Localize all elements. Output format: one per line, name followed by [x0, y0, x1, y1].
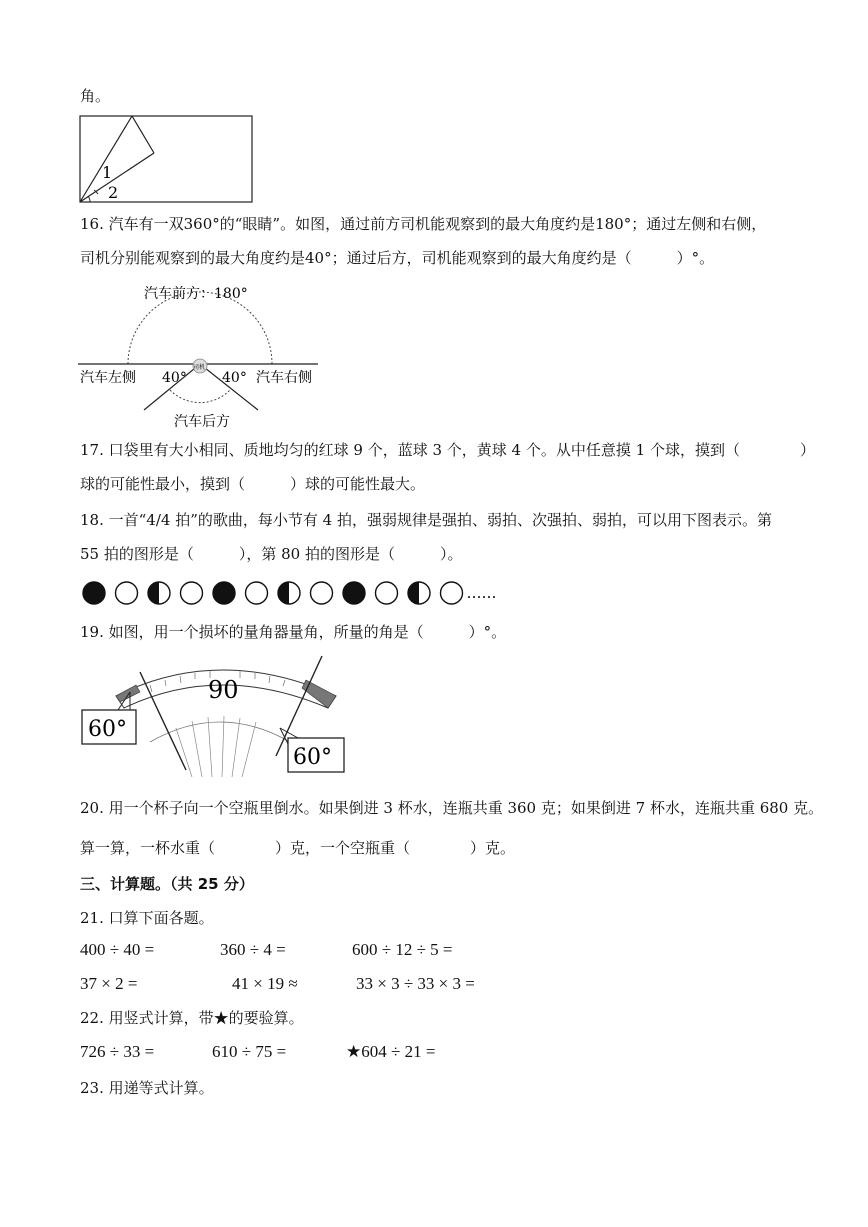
- q21-r1-c1: 400 ÷ 40 =: [80, 940, 155, 959]
- right-side-label: 汽车右侧: [256, 370, 312, 386]
- q19-protractor-figure: [80, 652, 360, 777]
- beat-half-circle-icon: [408, 582, 430, 604]
- beat-full-circle-icon: [83, 582, 105, 604]
- angle-2-label: 2: [108, 183, 119, 202]
- beat-empty-circle-icon: [246, 582, 268, 604]
- back-label: 汽车后方: [174, 414, 230, 430]
- q17-line1: 17. 口袋里有大小相同、质地均匀的红球 9 个，蓝球 3 个，黄球 4 个。从中任意摸 1 个球，摸到（ ）: [80, 441, 815, 459]
- left-side-label: 汽车左侧: [80, 370, 136, 386]
- q20-line2: 算一算，一杯水重（ ）克，一个空瓶重（ ）克。: [80, 839, 516, 857]
- left-angle-label: 40°: [162, 370, 187, 386]
- beat-pattern: [80, 578, 520, 608]
- q20-line1: 20. 用一个杯子向一个空瓶里倒水。如果倒进 3 杯水，连瓶共重 360 克；如果倒进 7 杯水，连瓶共重 680 克。: [80, 799, 824, 817]
- beat-empty-circle-icon: [181, 582, 203, 604]
- q16-car-view-figure: [78, 280, 338, 430]
- q22-item-2: 610 ÷ 75 =: [212, 1042, 287, 1061]
- q18-line1: 18. 一首“4/4 拍”的歌曲，每小节有 4 拍，强弱规律是强拍、弱拍、次强拍、弱拍，可以用下图表示。第: [80, 511, 772, 529]
- q21-r1-c2: 360 ÷ 4 =: [220, 940, 286, 959]
- angle-1-label: 1: [102, 163, 113, 182]
- q21-r2-c1: 37 × 2 =: [80, 974, 138, 993]
- front-label: 汽车前方：180°: [144, 286, 248, 302]
- q21-r1-c3: 600 ÷ 12 ÷ 5 =: [352, 940, 453, 959]
- right-60-label: 60°: [293, 745, 332, 770]
- section-3-title: 三、计算题。（共 25 分）: [80, 875, 254, 893]
- q21-r2-c2: 41 × 19 ≈: [232, 974, 298, 993]
- q18-line2: 55 拍的图形是（ ），第 80 拍的图形是（ ）。: [80, 545, 463, 563]
- beat-full-circle-icon: [343, 582, 365, 604]
- q19-line1: 19. 如图，用一个损坏的量角器量角，所量的角是（ ）°。: [80, 623, 507, 641]
- protractor-90-label: 90: [208, 676, 239, 704]
- beat-empty-circle-icon: [116, 582, 138, 604]
- q16-line1: 16. 汽车有一双360°的“眼睛”。如图，通过前方司机能观察到的最大角度约是180°；通过左侧和右侧，: [80, 215, 767, 233]
- beat-empty-circle-icon: [376, 582, 398, 604]
- beat-half-circle-icon: [148, 582, 170, 604]
- q23-title: 23. 用递等式计算。: [80, 1079, 214, 1097]
- beat-half-circle-icon: [278, 582, 300, 604]
- q16-line2: 司机分别能观察到的最大角度约是40°；通过后方，司机能观察到的最大角度约是（ ）°。: [80, 249, 715, 267]
- right-angle-label: 40°: [222, 370, 247, 386]
- q17-line2: 球的可能性最小，摸到（ ）球的可能性最大。: [80, 475, 426, 493]
- beat-empty-circle-icon: [311, 582, 333, 604]
- q21-r2-c3: 33 × 3 ÷ 33 × 3 =: [356, 974, 475, 993]
- q22-title: 22. 用竖式计算，带★的要验算。: [80, 1009, 304, 1027]
- q22-item-1: 726 ÷ 33 =: [80, 1042, 155, 1061]
- driver-label: 司机: [193, 364, 206, 371]
- beat-ellipsis: ……: [466, 584, 497, 602]
- beat-empty-circle-icon: [441, 582, 463, 604]
- q21-title: 21. 口算下面各题。: [80, 909, 214, 927]
- q22-item-3: ★604 ÷ 21 =: [346, 1042, 436, 1061]
- q15-tail-text: 角。: [80, 87, 111, 105]
- beat-full-circle-icon: [213, 582, 235, 604]
- left-60-label: 60°: [88, 717, 127, 742]
- q15-angle-figure: [76, 112, 256, 204]
